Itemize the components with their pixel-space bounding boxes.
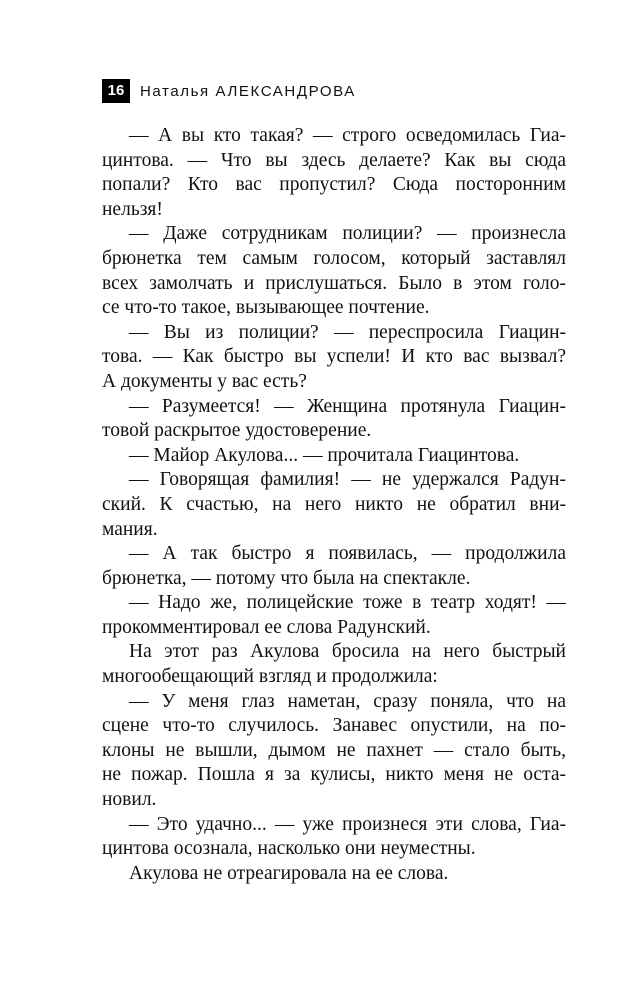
- text-line: товой раскрытое удостоверение.: [102, 420, 372, 442]
- text-line: брюнетка тем самым голосом, который заставлял: [102, 247, 566, 269]
- text-line: се что-то такое, вызывающее почтение.: [102, 297, 430, 319]
- text-line: — Разумеется! — Женщина протянула Гиацин-: [129, 395, 566, 417]
- page-header: [102, 79, 356, 103]
- text-line: — А так быстро я появилась, — продолжила: [129, 543, 566, 565]
- text-line: мания.: [102, 518, 158, 540]
- text-line: Акулова не отреагировала на ее слова.: [129, 862, 449, 884]
- text-line: попали? Кто вас пропустил? Сюда посторонним: [102, 174, 566, 196]
- text-line: брюнетка, — потому что была на спектакле.: [102, 567, 471, 589]
- text-line: — Это удачно... — уже произнеся эти слова, Гиа-: [129, 813, 566, 835]
- text-line: това. — Как быстро вы успели! И кто вас вызвал?: [102, 346, 566, 368]
- text-line: нельзя!: [102, 198, 163, 220]
- text-line: — Говорящая фамилия! — не удержался Радун-: [129, 469, 566, 491]
- text-line: не пожар. Пошла я за кулисы, никто меня не оста-: [102, 764, 566, 786]
- text-line: многообещающий взгляд и продолжила:: [102, 666, 438, 688]
- text-line: — Вы из полиции? — переспросила Гиацин-: [129, 321, 566, 343]
- text-line: новил.: [102, 789, 157, 811]
- text-line: цинтова. — Что вы здесь делаете? Как вы сюда: [102, 149, 566, 171]
- text-line: На этот раз Акулова бросила на него быстрый: [129, 641, 566, 663]
- body-text: [102, 124, 566, 886]
- text-line: — А вы кто такая? — строго осведомилась Гиа-: [129, 125, 566, 146]
- text-line: цинтова осознала, насколько они неуместны.: [102, 838, 476, 860]
- text-line: А документы у вас есть?: [102, 370, 307, 392]
- text-line: всех замолчать и прислушаться. Было в этом голо-: [102, 272, 566, 294]
- text-line: ский. К счастью, на него никто не обратил вни-: [102, 493, 566, 515]
- text-line: — Надо же, полицейские тоже в театр ходят! —: [129, 592, 566, 614]
- text-line: — Даже сотрудникам полиции? — произнесла: [129, 223, 566, 245]
- text-line: клоны не вышли, дымом не пахнет — стало быть,: [102, 739, 566, 761]
- text-line: — Майор Акулова... — прочитала Гиацинтова.: [129, 444, 520, 466]
- running-head: Наталья АЛЕКСАНДРОВА: [140, 82, 356, 100]
- text-line: — У меня глаз наметан, сразу поняла, что на: [129, 690, 566, 712]
- page-number: 16: [102, 79, 130, 103]
- text-line: прокомментировал ее слова Радунский.: [102, 616, 431, 638]
- text-line: сцене что-то случилось. Занавес опустили, на по-: [102, 715, 566, 737]
